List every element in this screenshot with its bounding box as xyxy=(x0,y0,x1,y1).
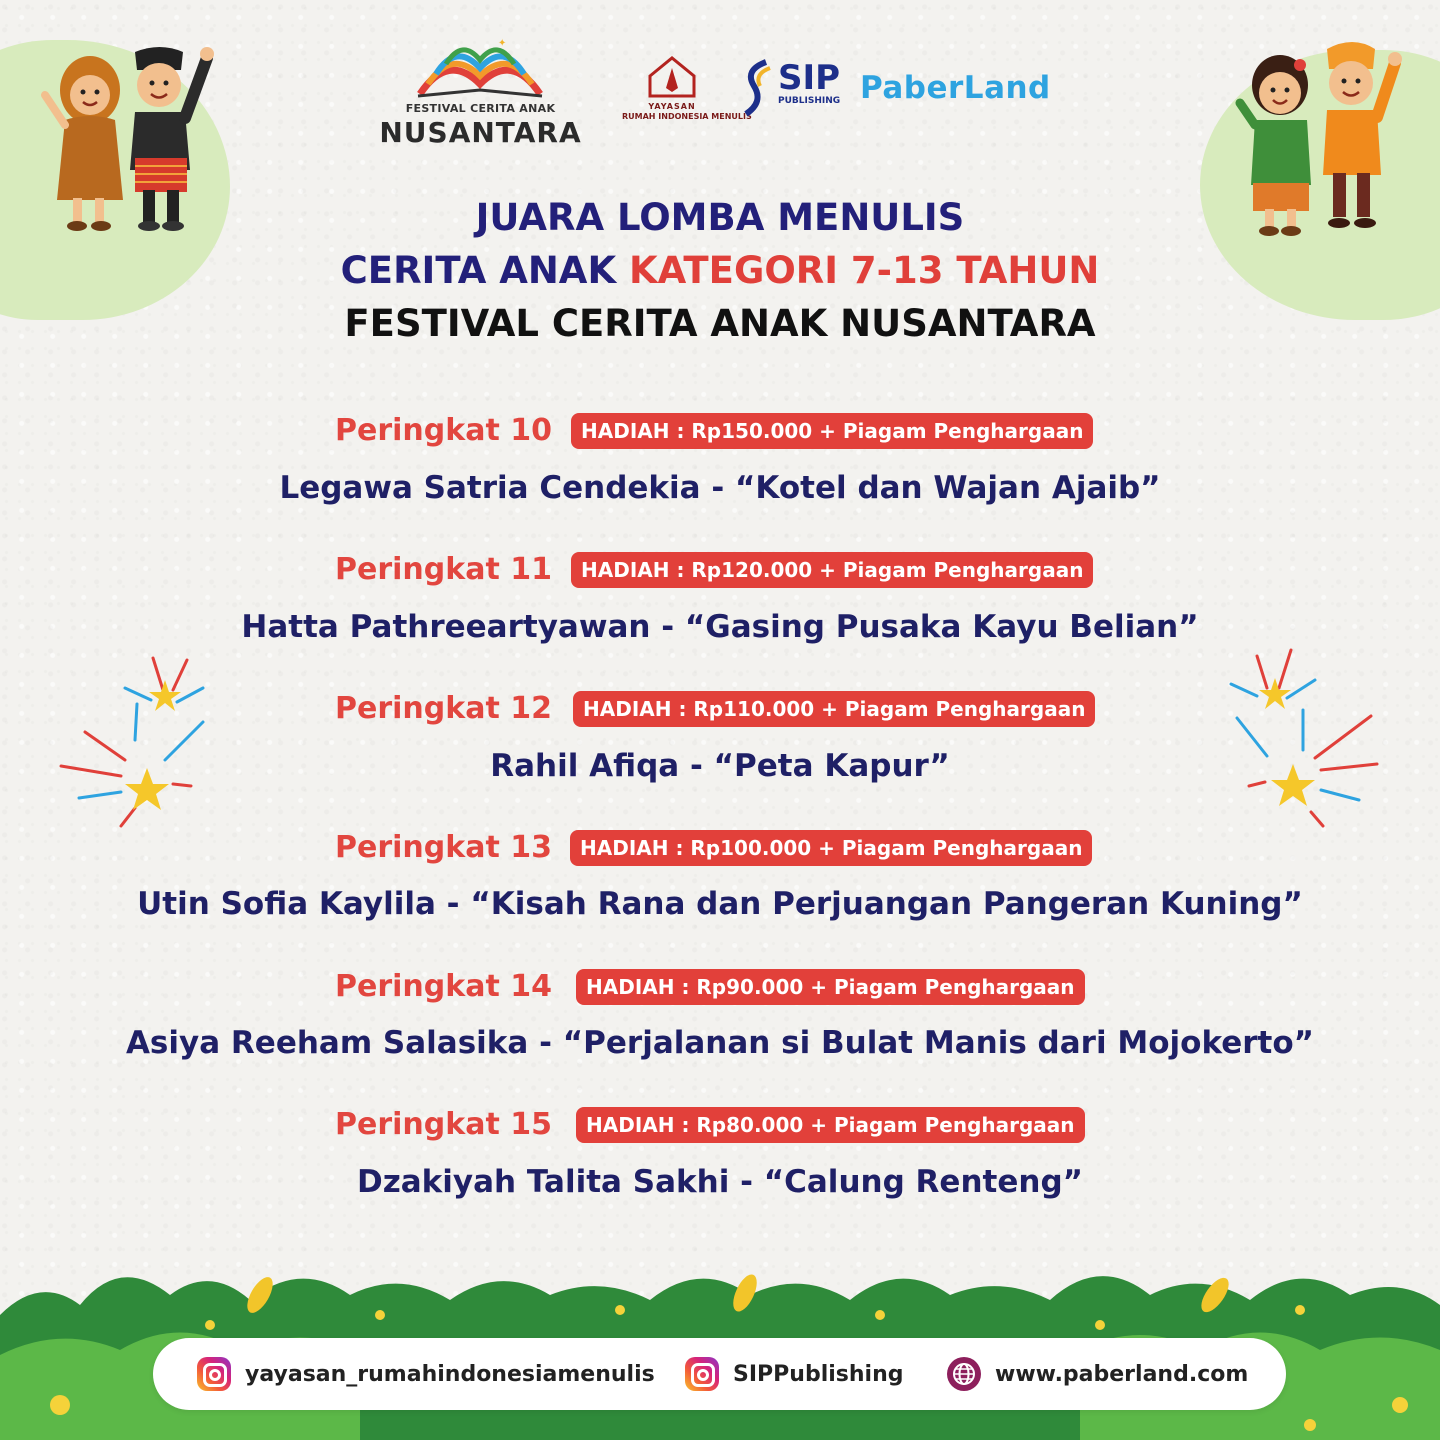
instagram-icon xyxy=(685,1357,719,1391)
firework-right-decoration xyxy=(1225,640,1385,830)
prize-badge: HADIAH : Rp90.000 + Piagam Penghargaan xyxy=(576,969,1085,1005)
sip-publishing-logo xyxy=(740,58,840,118)
rank-row-10 xyxy=(0,411,1440,451)
paberland-logo: PaberLand xyxy=(860,70,1051,106)
winner-name: Rahil Afiqa - “Peta Kapur” xyxy=(490,748,950,784)
svg-text:✦: ✦ xyxy=(498,38,507,49)
rank-row-14 xyxy=(0,967,1440,1007)
rank-label: Peringkat 10 xyxy=(335,413,552,448)
festival-logo-subtitle: FESTIVAL CERITA ANAK xyxy=(405,102,556,115)
yayasan-logo-line2: RUMAH INDONESIA MENULIS xyxy=(622,112,752,121)
page-title-line2-a: CERITA ANAK xyxy=(340,249,629,292)
page-title-category: KATEGORI 7-13 TAHUN xyxy=(629,249,1100,292)
sip-logo-subtitle: PUBLISHING xyxy=(778,96,841,106)
rank-label: Peringkat 13 xyxy=(335,830,552,865)
yayasan-logo-line1: YAYASAN xyxy=(648,102,696,111)
rank-row-15 xyxy=(0,1105,1440,1145)
winner-name: Dzakiyah Talita Sakhi - “Calung Renteng” xyxy=(356,1164,1084,1200)
page-title-line3: FESTIVAL CERITA ANAK NUSANTARA xyxy=(344,302,1096,345)
winner-name: Asiya Reeham Salasika - “Perjalanan si Bulat Manis dari Mojokerto” xyxy=(125,1025,1315,1061)
yayasan-logo xyxy=(622,52,752,147)
instagram-sip-link[interactable] xyxy=(685,1356,903,1392)
page-title-line1: JUARA LOMBA MENULIS xyxy=(475,196,965,239)
prize-badge: HADIAH : Rp120.000 + Piagam Penghargaan xyxy=(571,552,1093,588)
website-link[interactable] xyxy=(947,1356,1248,1392)
festival-logo xyxy=(378,34,583,149)
prize-badge: HADIAH : Rp100.000 + Piagam Penghargaan xyxy=(570,830,1092,866)
rank-row-12 xyxy=(0,689,1440,729)
instagram-yayasan-link[interactable] xyxy=(197,1356,655,1392)
book-rainbow-icon xyxy=(378,34,583,102)
prize-badge: HADIAH : Rp150.000 + Piagam Penghargaan xyxy=(571,413,1093,449)
instagram-icon xyxy=(197,1357,231,1391)
winner-name: Legawa Satria Cendekia - “Kotel dan Wajan Ajaib” xyxy=(279,470,1161,506)
instagram-handle-yayasan: yayasan_rumahindonesiamenulis xyxy=(245,1361,655,1387)
firework-left-decoration xyxy=(55,640,215,830)
page-title-line2 xyxy=(0,249,1440,292)
rank-row-13 xyxy=(0,828,1440,868)
sip-logo-title: SIP xyxy=(778,58,841,98)
rank-label: Peringkat 14 xyxy=(335,969,552,1004)
globe-icon xyxy=(947,1357,981,1391)
rank-label: Peringkat 12 xyxy=(335,691,552,726)
winner-name: Utin Sofia Kaylila - “Kisah Rana dan Perjuangan Pangeran Kuning” xyxy=(137,886,1303,922)
rank-label: Peringkat 11 xyxy=(335,552,552,587)
prize-badge: HADIAH : Rp80.000 + Piagam Penghargaan xyxy=(576,1107,1085,1143)
rank-label: Peringkat 15 xyxy=(335,1107,552,1142)
website-url: www.paberland.com xyxy=(995,1361,1249,1387)
rank-row-11 xyxy=(0,550,1440,590)
sip-swoosh-icon xyxy=(740,58,776,118)
instagram-handle-sip: SIPPublishing xyxy=(733,1361,904,1387)
winner-name: Hatta Pathreeartyawan - “Gasing Pusaka Kayu Belian” xyxy=(241,609,1199,645)
partner-logos xyxy=(0,32,1440,152)
social-footer xyxy=(153,1338,1286,1410)
prize-badge: HADIAH : Rp110.000 + Piagam Penghargaan xyxy=(573,691,1095,727)
house-pen-icon xyxy=(622,52,722,102)
festival-logo-title: NUSANTARA xyxy=(379,116,582,149)
